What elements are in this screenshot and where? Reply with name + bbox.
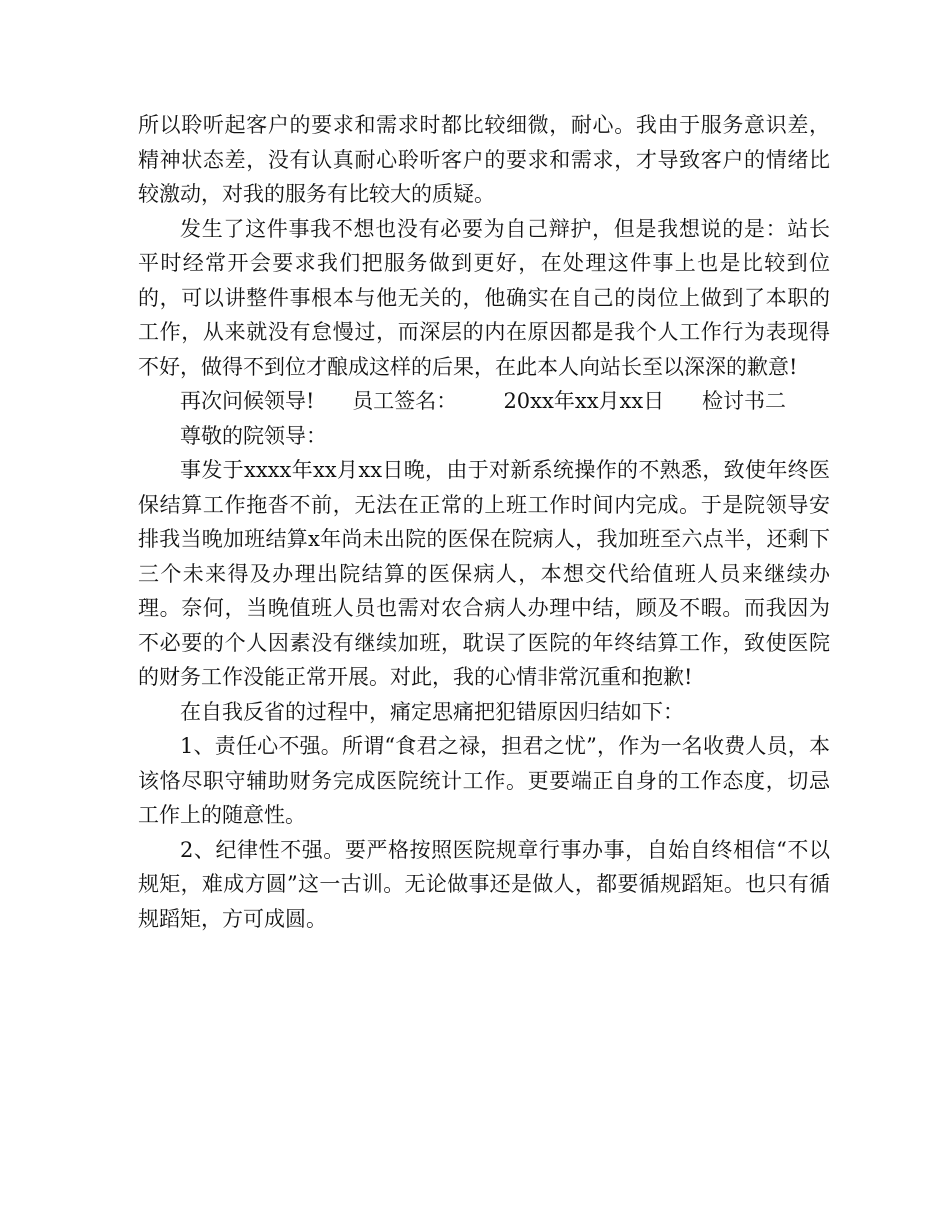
paragraph-reflection-intro: 在自我反省的过程中，痛定思痛把犯错原因归结如下： <box>180 699 684 724</box>
paragraph-point-responsibility: 1、责任心不强。所谓“食君之禄，担君之忧”，作为一名收费人员，本该恪尽职守辅助财务完成医院统计工作。更要端正自身的工作态度，切忌工作上的随意性。 <box>138 734 830 827</box>
paragraph-continued: 所以聆听起客户的要求和需求时都比较细微，耐心。我由于服务意识差，精神状态差，没有认真耐心聆听客户的要求和需求，才导致客户的情绪比较激动，对我的服务有比较大的质疑。 <box>138 113 830 206</box>
signature-label: 员工签名： <box>352 389 458 413</box>
next-letter-title: 检讨书二 <box>702 389 787 413</box>
date-text: 20xx年xx月xx日 <box>503 389 665 413</box>
signature-line <box>138 384 830 419</box>
paragraph-point-discipline: 2、纪律性不强。要严格按照医院规章行事办事，自始自终相信“不以规矩，难成方圆”这一古训。无论做事还是做人，都要循规蹈矩。也只有循规蹈矩，方可成圆。 <box>138 837 830 931</box>
paragraph-self-defense: 发生了这件事我不想也没有必要为自己辩护，但是我想说的是：站长平时经常开会要求我们把服务做到更好，在处理这件事上也是比较到位的，可以讲整件事根本与他无关的，他确实在自己的岗位上做到了本职的工作，从来就没有怠慢过，而深层的内在原因都是我个人工作行为表现得不好，做得不到位才酿成这样的后果，在此本人向站长至以深深的歉意! <box>138 216 830 379</box>
paragraph-incident: 事发于xxxx年xx月xx日晚，由于对新系统操作的不熟悉，致使年终医保结算工作拖沓不前，无法在正常的上班工作时间内完成。于是院领导安排我当晚加班结算x年尚未出院的医保在院病人，我加班至六点半，还剩下三个未来得及办理出院结算的医保病人，本想交代给值班人员来继续办理。奈何，当晚值班人员也需对农合病人办理中结，顾及不暇。而我因为不必要的个人因素没有继续加班，耽误了医院的年终结算工作，致使医院的财务工作没能正常开展。对此，我的心情非常沉重和抱歉! <box>138 458 830 689</box>
greeting-text: 再次问候领导! <box>180 389 315 413</box>
salutation: 尊敬的院领导： <box>180 423 327 448</box>
document-page <box>138 108 830 936</box>
